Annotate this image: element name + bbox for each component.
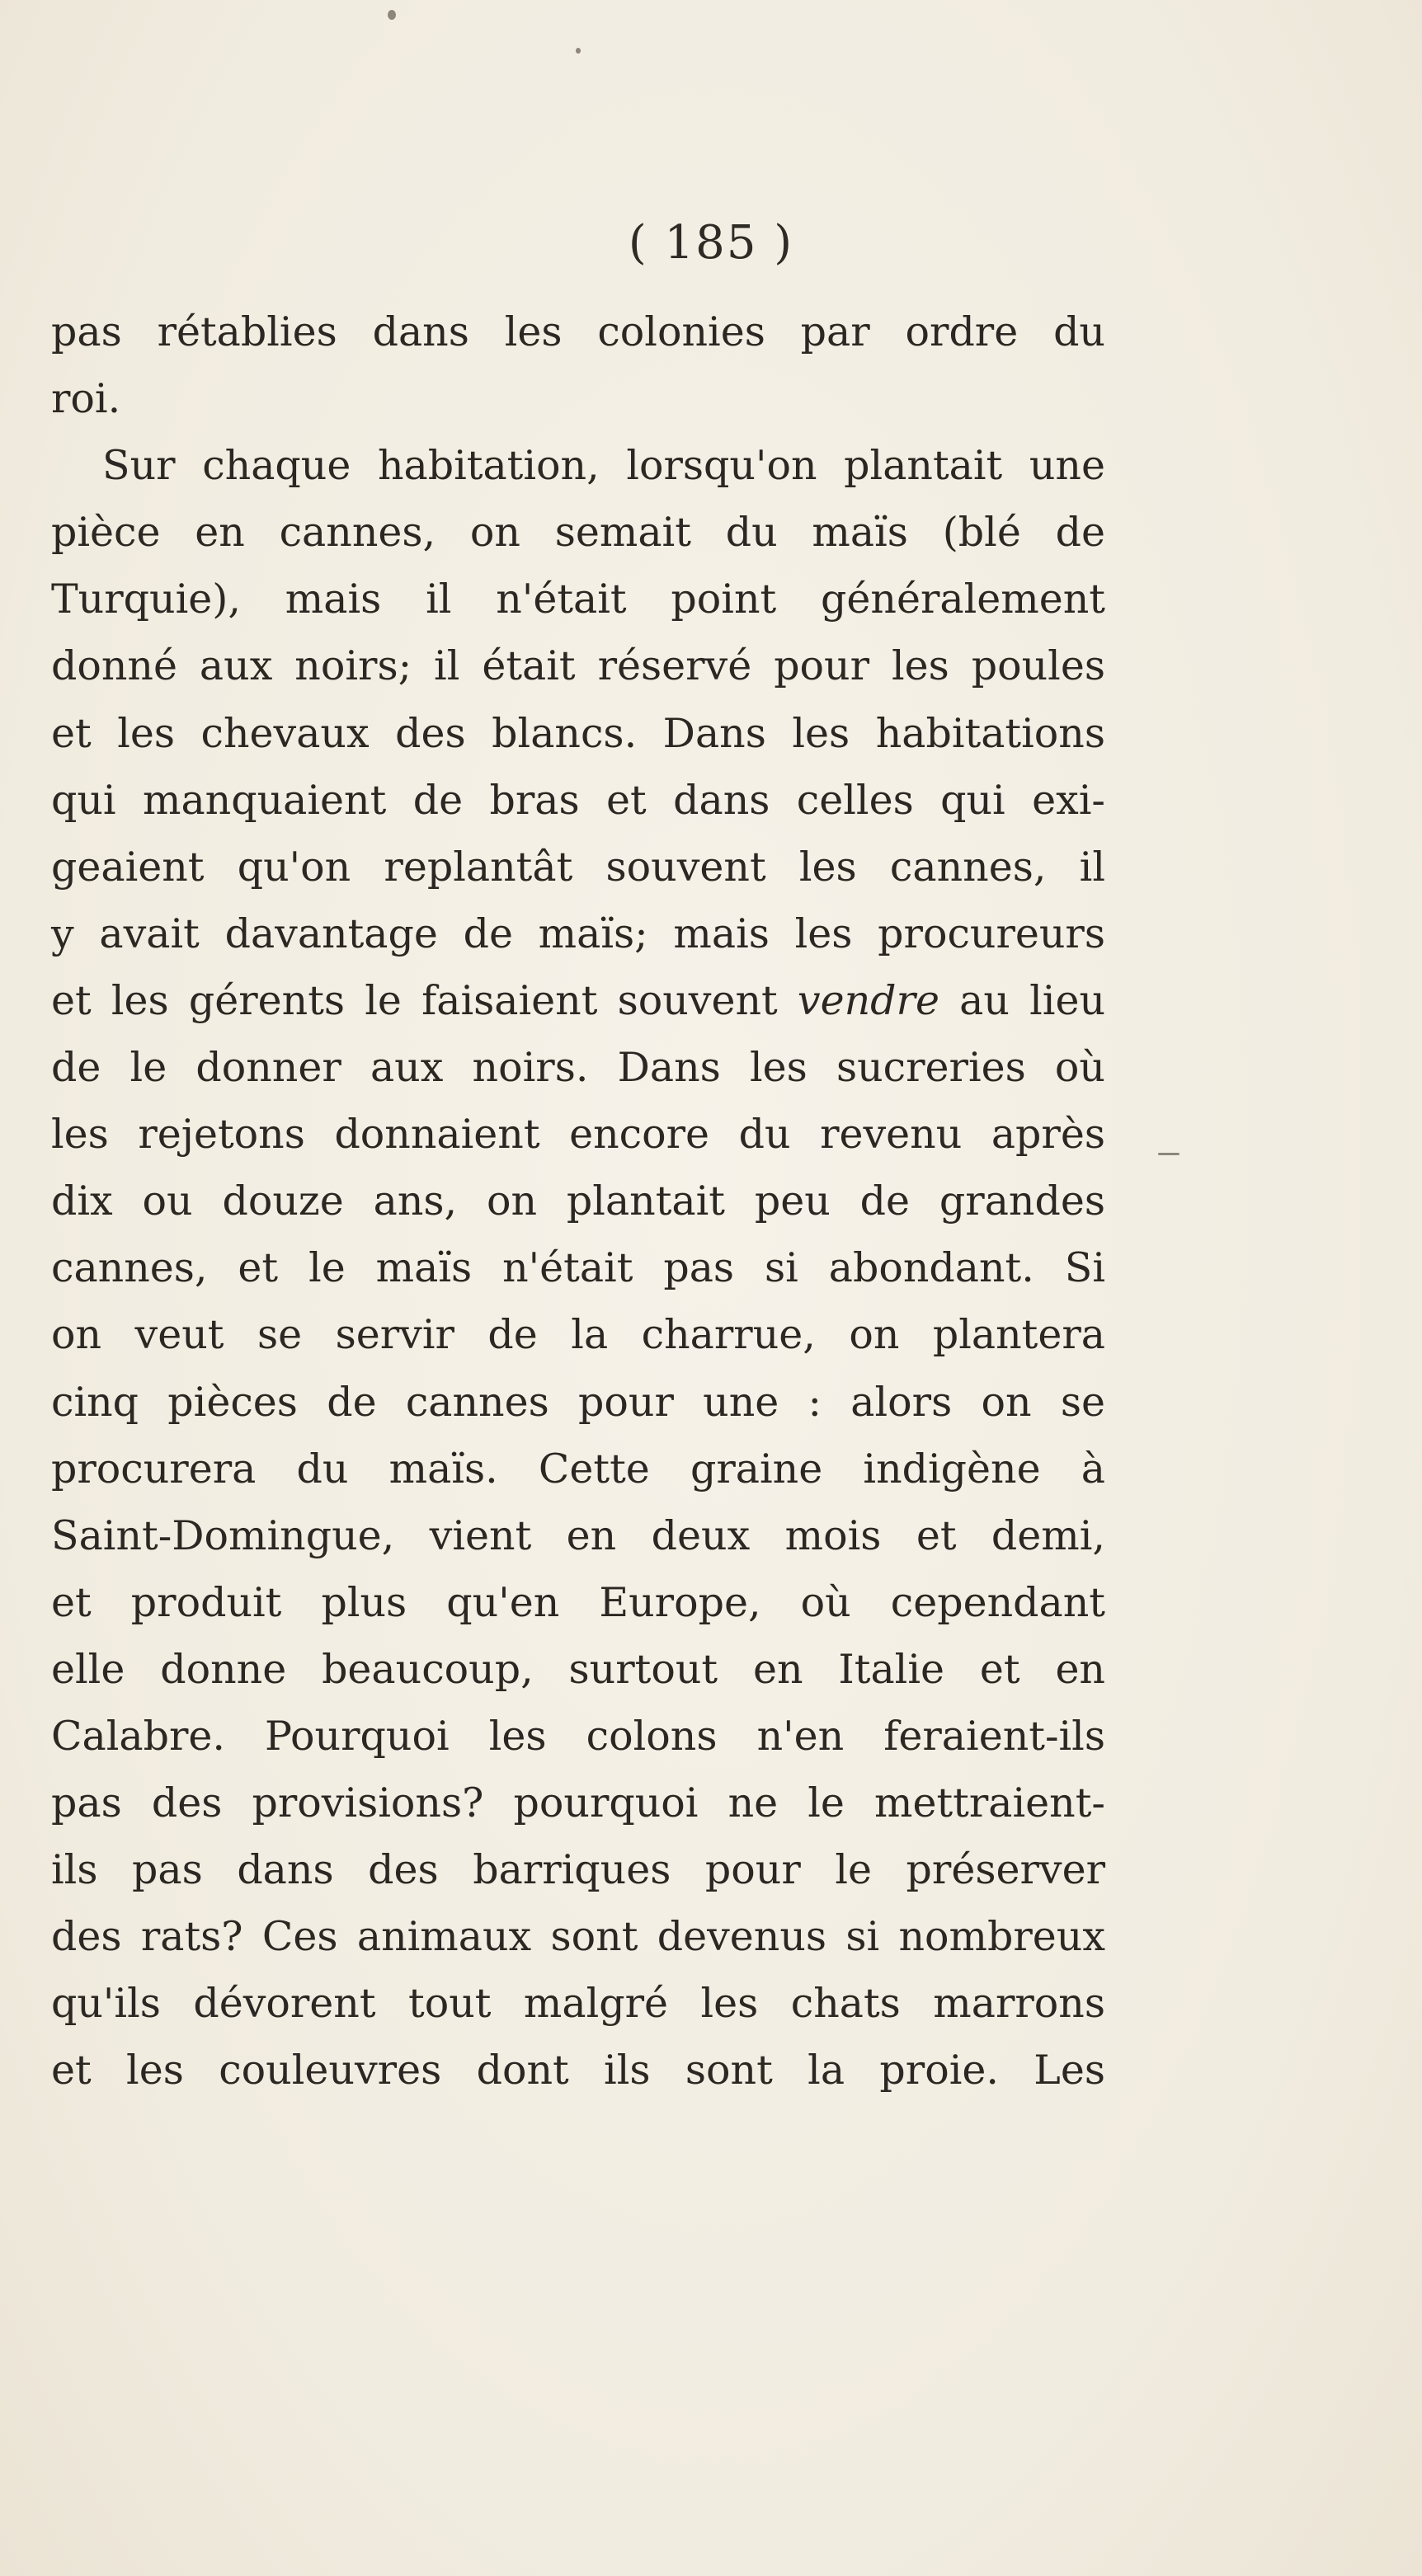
text-line: des rats? Ces animaux sont devenus si nombreux [51,1913,1105,1961]
text-line: et les gérents le faisaient souvent vendre au lieu [51,976,1105,1024]
paper-speck [576,48,581,54]
text-line: y avait davantage de maïs; mais les procureurs [51,910,1105,957]
text-line: qui manquaient de bras et dans celles qui exi- [51,776,1105,824]
text-line: Turquie), mais il n'était point généralement [51,576,1105,623]
text-line: Sur chaque habitation, lorsqu'on plantait une [102,442,1105,490]
text-line: et les couleuvres dont ils sont la proie. Les [51,2047,1105,2094]
text-line: roi. [51,375,121,423]
text-line: et les chevaux des blancs. Dans les habitations [51,709,1105,757]
text-line: cannes, et le maïs n'était pas si abondant. Si [51,1244,1105,1292]
text-line: Calabre. Pourquoi les colons n'en feraient-ils [51,1712,1105,1760]
text-line: de le donner aux noirs. Dans les sucreries où [51,1044,1105,1092]
text-line: geaient qu'on replantât souvent les cannes, il [51,843,1105,891]
text-line: ils pas dans des barriques pour le préserver [51,1846,1105,1894]
text-line: donné aux noirs; il était réservé pour les poules [51,642,1105,690]
text-line: procurera du maïs. Cette graine indigène à [51,1445,1105,1492]
text-line: on veut se servir de la charrue, on plantera [51,1311,1105,1359]
text-line: cinq pièces de cannes pour une : alors on se [51,1378,1105,1426]
text-line: dix ou douze ans, on plantait peu de grandes [51,1178,1105,1225]
text-line: pas des provisions? pourquoi ne le mettraient- [51,1779,1105,1827]
text-line: qu'ils dévorent tout malgré les chats marrons [51,1980,1105,2028]
text-line: pièce en cannes, on semait du maïs (blé de [51,509,1105,557]
text-line: elle donne beaucoup, surtout en Italie et en [51,1645,1105,1693]
paper-speck [1158,1153,1180,1155]
text-line: et produit plus qu'en Europe, où cependant [51,1578,1105,1626]
paper-speck [388,10,396,20]
text-line: pas rétablies dans les colonies par ordre du [51,308,1105,355]
page-number: ( 185 ) [628,216,794,270]
page-body-text [51,298,1105,2104]
italic-word: vendre [797,976,939,1024]
text-line: les rejetons donnaient encore du revenu après [51,1111,1105,1159]
text-line: Saint-Domingue, vient en deux mois et demi, [51,1511,1105,1559]
